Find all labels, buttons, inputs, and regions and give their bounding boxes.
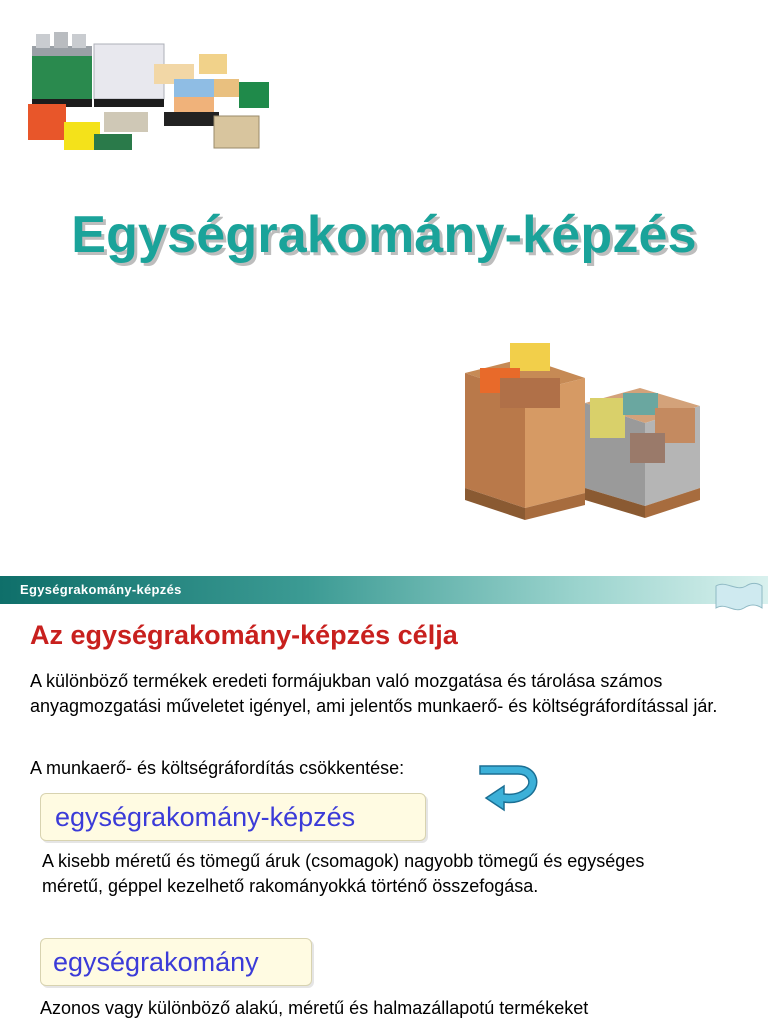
- plastic-containers-image: [24, 24, 274, 164]
- definition-unit-load-forming: A kisebb méretű és tömegű áruk (csomagok) nagyobb tömegű és egységes méretű, géppel kezelhető rakományokká történő összefogása.: [42, 851, 645, 896]
- intro-paragraph: A különböző termékek eredeti formájukban való mozgatása és tárolása számos anyagmozgatási műveletet igényel, ami jelentős munkaerő- és költségráfordítással jár.: [30, 671, 718, 716]
- pallet-loads-image: [455, 338, 710, 528]
- curved-arrow-icon: [478, 758, 548, 818]
- definition-unit-load: Azonos vagy különböző alakú, méretű és halmazállapotú termékeket: [40, 998, 589, 1018]
- reduction-paragraph: A munkaerő- és költségráfordítás csökkentése:: [30, 758, 405, 778]
- slide-heading: Az egységrakomány-képzés célja: [30, 620, 458, 650]
- header-title: Egységrakomány-képzés: [20, 582, 182, 597]
- flag-icon: [712, 578, 764, 616]
- slide-title: Egységrakomány-képzés: [71, 206, 697, 264]
- term-unit-load-forming: egységrakomány-képzés: [55, 802, 356, 832]
- content-slide: [0, 576, 768, 1024]
- term-box-unit-load-forming: [40, 793, 426, 841]
- header-bar: [0, 576, 768, 604]
- term-box-unit-load: [40, 938, 312, 986]
- term-unit-load: egységrakomány: [53, 947, 259, 977]
